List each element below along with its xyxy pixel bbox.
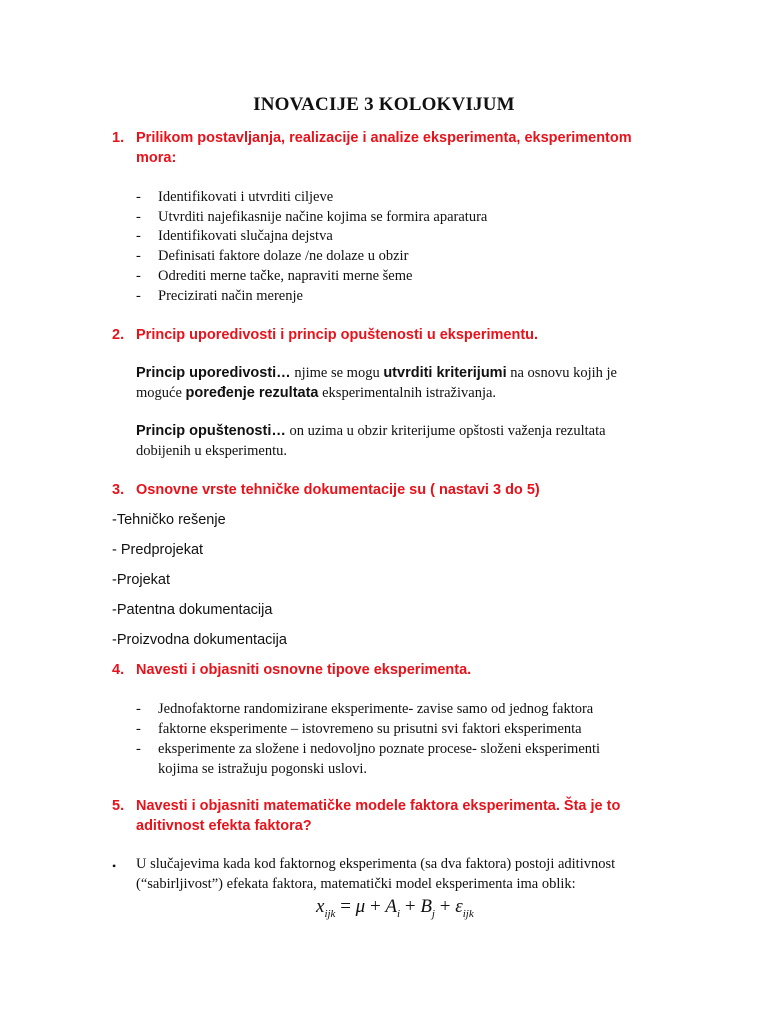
q2-p1-line2b: poređenje rezultata xyxy=(185,385,319,401)
doc-type-item: - Predprojekat xyxy=(112,542,204,558)
formula-mu: μ xyxy=(355,896,366,917)
q2-term-opustenosti: Princip opuštenosti… xyxy=(136,423,286,439)
q1-dash: - xyxy=(136,268,141,284)
formula-epsilon-sub: ijk xyxy=(462,907,474,920)
q2-p1-line2c: eksperimentalnih istraživanja. xyxy=(318,385,497,401)
formula-a-sub: i xyxy=(397,907,401,920)
q4-dash: - xyxy=(136,741,141,757)
q1-heading-line2: mora: xyxy=(136,150,177,166)
q5-heading-line1: Navesti i objasniti matematičke modele faktora eksperimenta. Šta je to xyxy=(136,798,621,814)
q3-number: 3. xyxy=(112,482,125,498)
formula-x: x xyxy=(316,896,325,917)
q4-item: Jednofaktorne randomizirane eksperimente- zavise samo od jednog faktora xyxy=(158,701,594,717)
q5-number: 5. xyxy=(112,798,125,814)
q2-number: 2. xyxy=(112,327,125,343)
q5-heading-line2: aditivnost efekta faktora? xyxy=(136,818,312,834)
formula-b-sub: j xyxy=(431,907,435,920)
doc-type-item: -Projekat xyxy=(112,572,171,588)
formula-plus: + xyxy=(434,896,456,917)
doc-type-item: -Patentna dokumentacija xyxy=(112,602,273,618)
formula-plus: + xyxy=(400,896,421,917)
model-formula xyxy=(316,896,474,920)
q4-heading: Navesti i objasniti osnovne tipove eksperimenta. xyxy=(136,662,472,678)
q1-item: Odrediti merne tačke, napraviti merne šeme xyxy=(158,268,413,284)
q4-item: faktorne eksperimente – istovremeno su prisutni svi faktori eksperimenta xyxy=(158,721,582,737)
doc-type-item: -Proizvodna dokumentacija xyxy=(112,632,287,648)
q4-dash: - xyxy=(136,721,141,737)
q1-dash: - xyxy=(136,209,141,225)
q2-paragraph2-line1 xyxy=(136,423,606,440)
q2-paragraph1-line2 xyxy=(136,385,496,402)
q2-p1-text: njime se mogu xyxy=(290,365,384,381)
q2-term-uporedivosti: Princip uporedivosti… xyxy=(136,365,291,381)
q5-bullet-line2: (“sabirljivost”) efekata faktora, matematički model eksperimenta ima oblik: xyxy=(136,876,576,892)
page-title: INOVACIJE 3 KOLOKVIJUM xyxy=(253,94,515,115)
q1-item: Identifikovati slučajna dejstva xyxy=(158,228,333,244)
q3-heading: Osnovne vrste tehničke dokumentacije su ( nastavi 3 do 5) xyxy=(136,482,540,498)
q1-item: Identifikovati i utvrditi ciljeve xyxy=(158,189,334,205)
q1-item: Precizirati način merenje xyxy=(158,288,303,304)
q2-p1-line2a: moguće xyxy=(136,385,186,401)
q4-dash: - xyxy=(136,701,141,717)
q1-item: Utvrditi najefikasnije načine kojima se formira aparatura xyxy=(158,209,488,225)
bullet-dot: • xyxy=(112,859,117,873)
formula-a: A xyxy=(385,896,398,917)
q5-bullet-line1: U slučajevima kada kod faktornog eksperimenta (sa dva faktora) postoji aditivnost xyxy=(136,856,616,872)
q1-dash: - xyxy=(136,189,141,205)
q1-dash: - xyxy=(136,288,141,304)
q2-p1-bold: utvrditi kriterijumi xyxy=(383,365,507,381)
formula-x-sub: ijk xyxy=(324,907,336,920)
q1-dash: - xyxy=(136,248,141,264)
q4-item: eksperimente za složene i nedovoljno poznate procese- složeni eksperimenti xyxy=(158,741,601,757)
q1-dash: - xyxy=(136,228,141,244)
formula-plus: + xyxy=(365,896,386,917)
q2-p2-text: on uzima u obzir kriterijume opštosti važenja rezultata xyxy=(285,423,606,439)
q2-heading: Princip uporedivosti i princip opuštenosti u eksperimentu. xyxy=(136,327,539,343)
formula-b: B xyxy=(420,896,432,917)
q2-paragraph2-line2: dobijenih u eksperimentu. xyxy=(136,443,288,459)
q2-paragraph1-line1 xyxy=(136,365,617,382)
q1-number: 1. xyxy=(112,130,125,146)
q1-item: Definisati faktore dolaze /ne dolaze u obzir xyxy=(158,248,409,264)
formula-epsilon: ε xyxy=(455,896,463,917)
q1-heading-line1: Prilikom postavljanja, realizacije i analize eksperimenta, eksperimentom xyxy=(136,130,632,146)
q2-p1-text2: na osnovu kojih je xyxy=(506,365,617,381)
q4-item-continuation: kojima se istražuju pogonski uslovi. xyxy=(158,761,368,777)
formula-equals: = xyxy=(335,896,356,917)
doc-type-item: -Tehničko rešenje xyxy=(112,512,226,528)
q4-number: 4. xyxy=(112,662,125,678)
